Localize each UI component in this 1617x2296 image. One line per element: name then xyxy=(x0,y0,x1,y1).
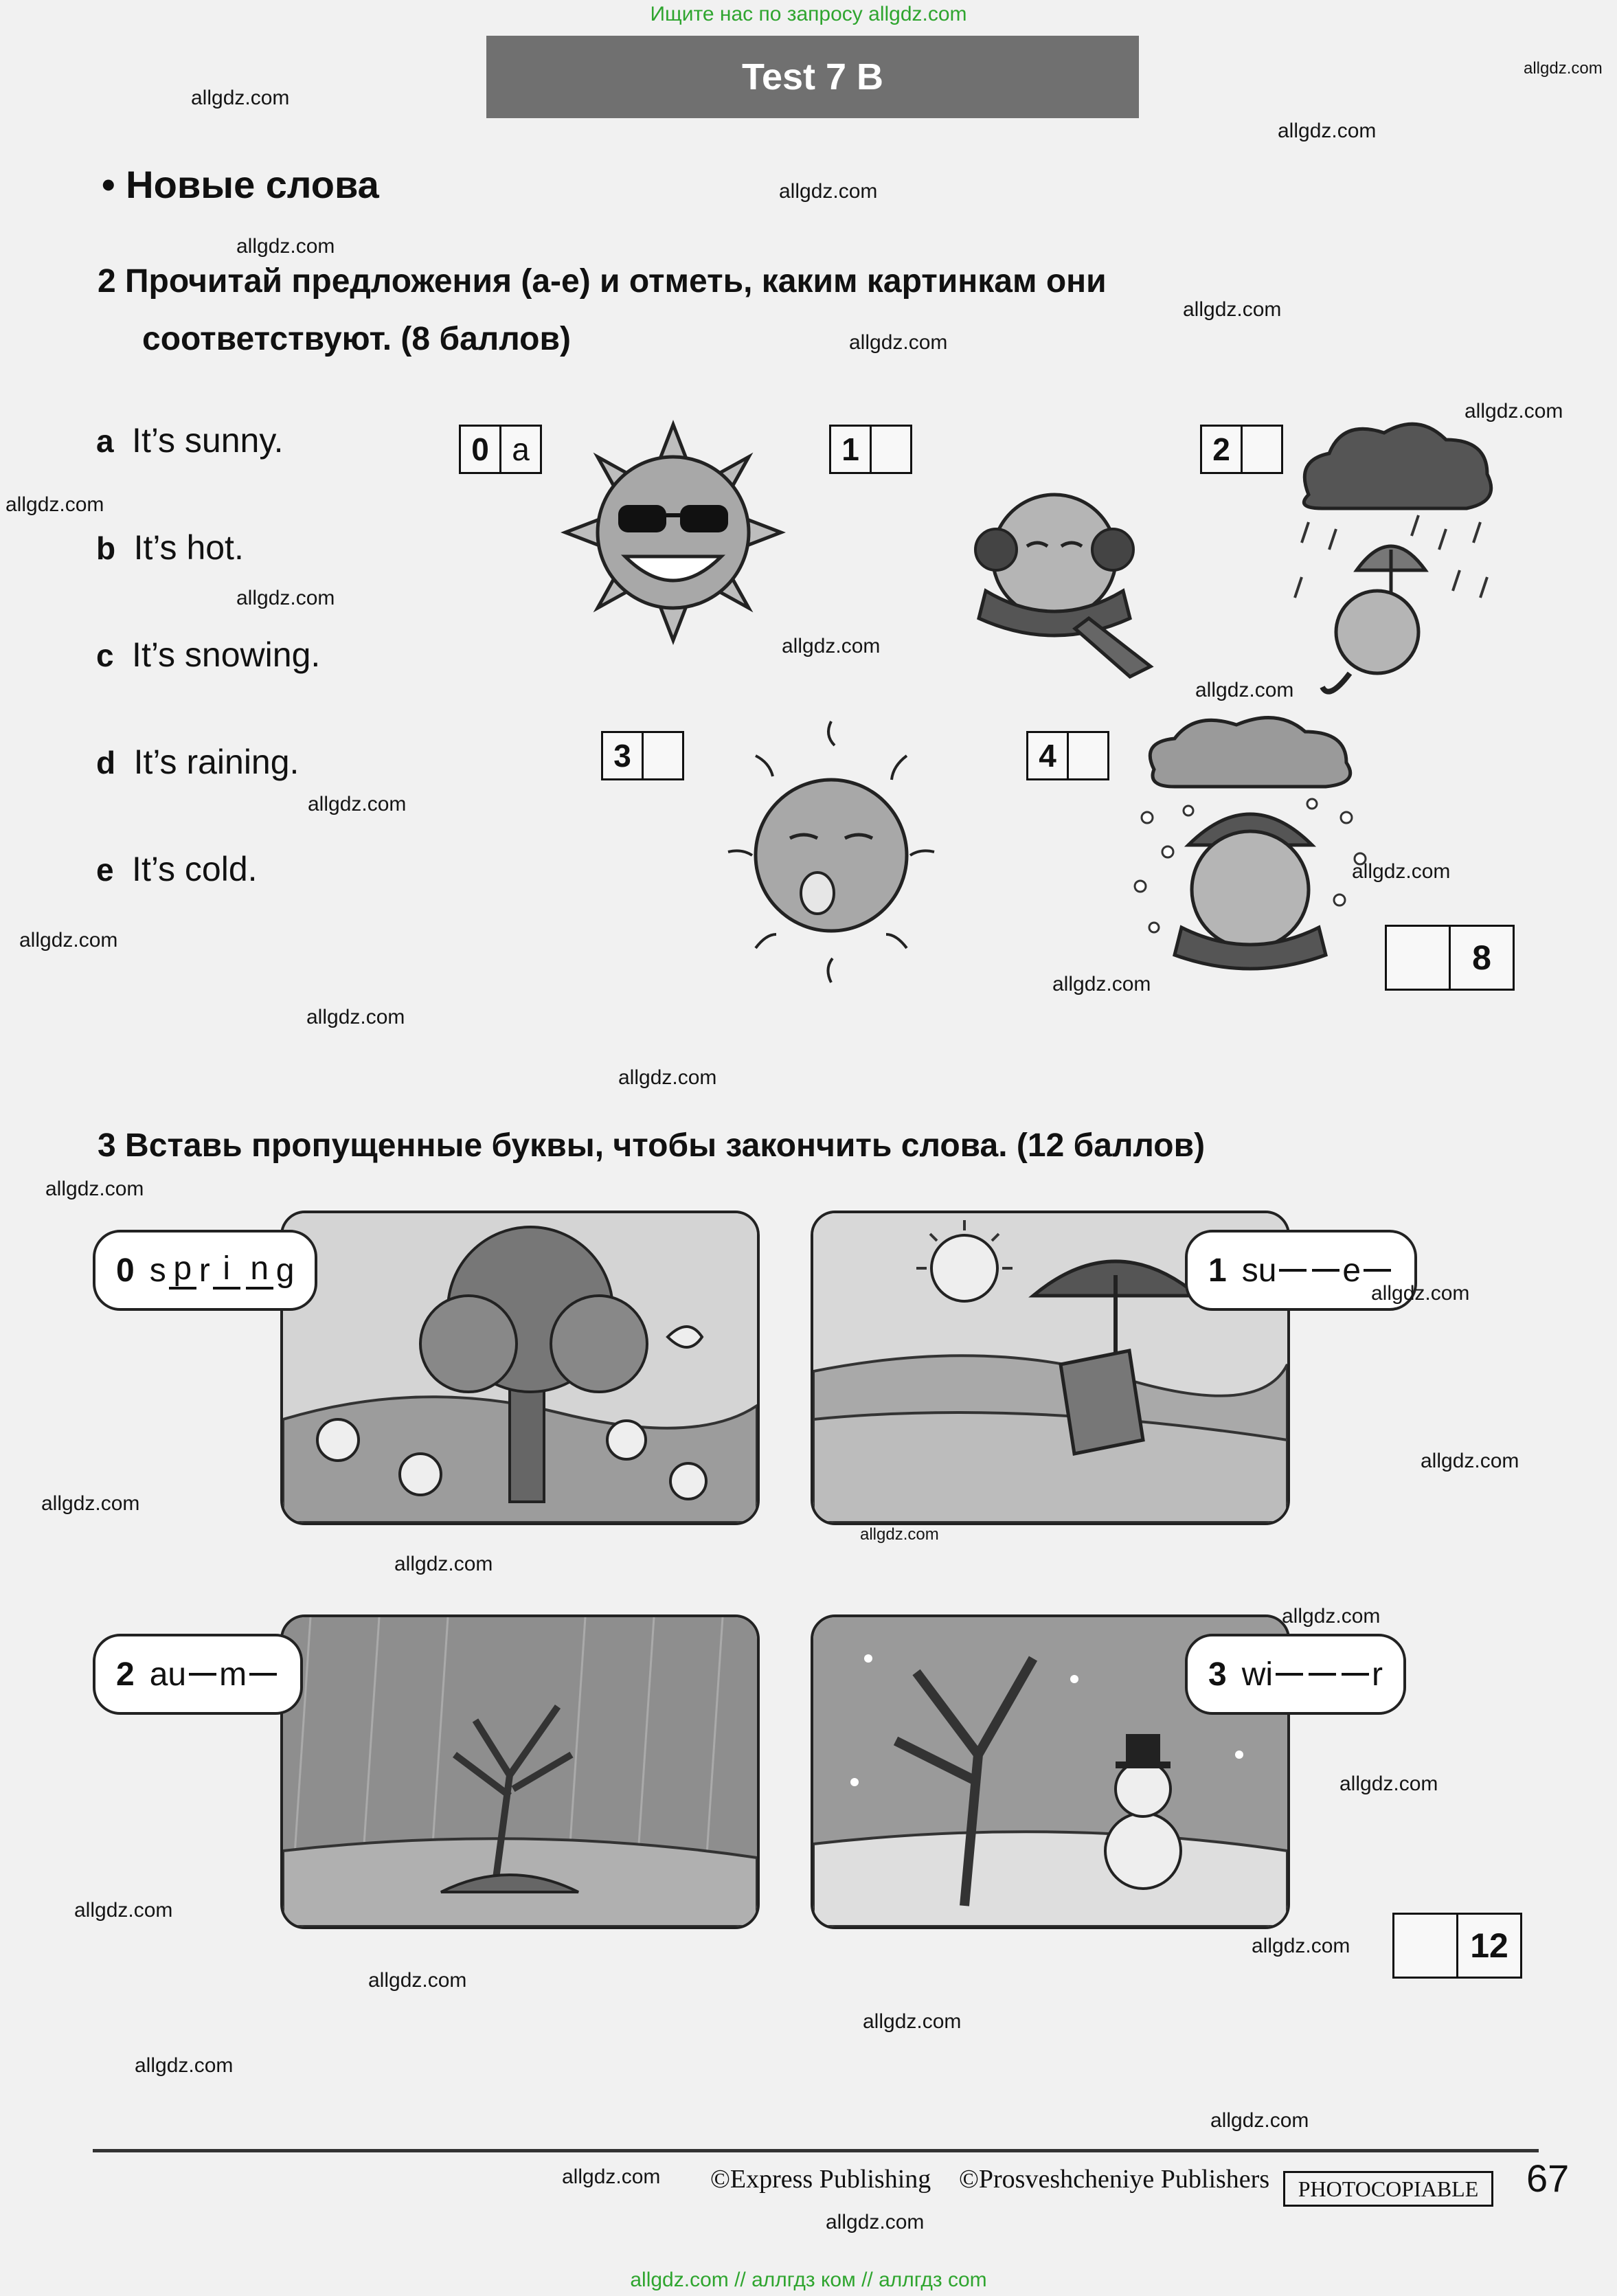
watermark: allgdz.com xyxy=(562,2165,661,2188)
sentence-a xyxy=(96,420,284,460)
answer-box-4 xyxy=(1026,731,1109,780)
answer-box-3 xyxy=(601,731,684,780)
watermark: allgdz.com xyxy=(308,793,407,815)
task3-instruction: 3 Вставь пропущенные буквы, чтобы закончить слова. (12 баллов) xyxy=(98,1127,1206,1164)
top-search-link[interactable]: Ищите нас по запросу allgdz.com xyxy=(650,3,967,25)
task3-score-box xyxy=(1392,1913,1522,1979)
test-title-bar xyxy=(486,36,1139,118)
sentence-text: It’s snowing. xyxy=(132,635,321,674)
task2-instruction-line2: соответствуют. (8 баллов) xyxy=(142,321,571,357)
blank-letter-input[interactable] xyxy=(1342,1673,1369,1676)
cold-scarf-face-illustration xyxy=(958,481,1164,680)
task2-score-box xyxy=(1385,925,1515,991)
watermark: allgdz.com xyxy=(74,1899,173,1922)
blank-letter-input[interactable] xyxy=(1309,1673,1336,1676)
filled-letter: n xyxy=(246,1251,273,1290)
blank-letter-input[interactable] xyxy=(1364,1269,1391,1272)
watermark: allgdz.com xyxy=(849,331,948,354)
watermark: allgdz.com xyxy=(1352,860,1451,883)
word-part: wi xyxy=(1241,1656,1274,1693)
filled-letter: p xyxy=(169,1251,196,1290)
word-part: au xyxy=(149,1656,187,1693)
word-number: 1 xyxy=(1208,1252,1227,1289)
watermark: allgdz.com xyxy=(394,1553,493,1575)
test-title: Test 7 B xyxy=(741,56,884,98)
bottom-links[interactable]: allgdz.com // аллгдз ком // аллгдз com xyxy=(630,2269,987,2291)
word-part: su xyxy=(1241,1252,1277,1289)
answer-box-0 xyxy=(459,425,542,474)
watermark: allgdz.com xyxy=(1183,298,1282,321)
watermark: allgdz.com xyxy=(826,2211,925,2233)
box-answer-input[interactable] xyxy=(644,733,682,778)
word-part: g xyxy=(275,1252,295,1289)
watermark: allgdz.com xyxy=(1371,1282,1470,1305)
sentence-letter: e xyxy=(96,852,114,888)
footer-publisher2: ©Prosveshcheniye Publishers xyxy=(959,2165,1270,2194)
answer-box-1 xyxy=(829,425,912,474)
watermark: allgdz.com xyxy=(191,87,290,109)
word-winter-pill xyxy=(1185,1634,1406,1715)
word-part: m xyxy=(219,1656,247,1693)
box-number: 1 xyxy=(831,427,872,472)
watermark: allgdz.com xyxy=(860,1525,939,1544)
box-answer: a xyxy=(512,431,530,467)
watermark: allgdz.com xyxy=(779,180,878,203)
section-heading: • Новые слова xyxy=(102,163,379,206)
sentence-letter: b xyxy=(96,530,116,566)
score-input[interactable] xyxy=(1394,1915,1458,1977)
sentence-c xyxy=(96,635,320,675)
box-number: 2 xyxy=(1202,427,1243,472)
blank-letter-input[interactable] xyxy=(1312,1269,1339,1272)
watermark: allgdz.com xyxy=(863,2010,962,2033)
word-part: e xyxy=(1342,1252,1361,1289)
sunny-sun-illustration xyxy=(560,419,787,646)
photocopiable-badge: PHOTOCOPIABLE xyxy=(1283,2171,1493,2207)
sentence-text: It’s sunny. xyxy=(132,421,284,460)
box-answer-input[interactable] xyxy=(1069,733,1107,778)
watermark: allgdz.com xyxy=(1465,400,1563,423)
sentence-text: It’s hot. xyxy=(133,528,244,567)
sentence-e xyxy=(96,849,258,889)
watermark: allgdz.com xyxy=(135,2054,234,2077)
spring-picture xyxy=(280,1211,760,1525)
watermark: allgdz.com xyxy=(782,635,881,657)
watermark: allgdz.com xyxy=(45,1178,144,1200)
watermark: allgdz.com xyxy=(306,1006,405,1028)
sentence-letter: d xyxy=(96,745,116,780)
watermark: allgdz.com xyxy=(1524,59,1603,78)
watermark: allgdz.com xyxy=(1278,120,1377,142)
sentence-letter: a xyxy=(96,423,114,459)
filled-letter: i xyxy=(213,1251,240,1290)
word-spring-pill xyxy=(93,1230,317,1311)
watermark: allgdz.com xyxy=(368,1969,467,1992)
footer-publisher1: ©Express Publishing xyxy=(710,2165,931,2194)
watermark: allgdz.com xyxy=(1339,1772,1438,1795)
score-input[interactable] xyxy=(1387,927,1451,989)
watermark: allgdz.com xyxy=(19,929,118,952)
autumn-picture xyxy=(280,1614,760,1929)
hot-sweating-sun-illustration xyxy=(714,714,948,989)
word-part: r xyxy=(1372,1656,1383,1693)
watermark: allgdz.com xyxy=(1282,1605,1381,1628)
blank-letter-input[interactable] xyxy=(189,1673,216,1676)
word-number: 0 xyxy=(116,1252,135,1289)
watermark: allgdz.com xyxy=(1052,973,1151,995)
watermark: allgdz.com xyxy=(1252,1935,1350,1957)
watermark: allgdz.com xyxy=(41,1492,140,1515)
task2-instruction-line1: 2 Прочитай предложения (a-e) и отметь, каким картинкам они xyxy=(98,263,1107,300)
watermark: allgdz.com xyxy=(618,1066,717,1089)
blank-letter-input[interactable] xyxy=(1279,1269,1307,1272)
sentence-text: It’s cold. xyxy=(132,850,258,888)
word-number: 2 xyxy=(116,1656,135,1693)
rain-cloud-umbrella-illustration xyxy=(1281,412,1508,701)
watermark: allgdz.com xyxy=(236,235,335,258)
word-number: 3 xyxy=(1208,1656,1227,1693)
sentence-text: It’s raining. xyxy=(133,743,299,781)
watermark: allgdz.com xyxy=(236,587,335,609)
watermark: allgdz.com xyxy=(1421,1450,1519,1472)
page-number: 67 xyxy=(1526,2157,1570,2200)
word-autumn-pill xyxy=(93,1634,303,1715)
snow-scarf-face-illustration xyxy=(1127,708,1374,982)
box-answer-input[interactable] xyxy=(872,427,910,472)
word-part: r xyxy=(199,1252,210,1289)
sentence-letter: c xyxy=(96,638,114,673)
box-number: 4 xyxy=(1028,733,1069,778)
watermark: allgdz.com xyxy=(1210,2109,1309,2132)
box-answer-input[interactable] xyxy=(1243,427,1281,472)
footer-divider xyxy=(93,2149,1539,2152)
score-max: 8 xyxy=(1472,938,1491,977)
watermark: allgdz.com xyxy=(5,493,104,516)
sentence-d xyxy=(96,742,299,782)
score-max: 12 xyxy=(1470,1926,1508,1965)
sentence-b xyxy=(96,528,244,567)
watermark: allgdz.com xyxy=(1195,679,1294,701)
blank-letter-input[interactable] xyxy=(1276,1673,1303,1676)
box-number: 3 xyxy=(603,733,644,778)
blank-letter-input[interactable] xyxy=(249,1673,277,1676)
word-part: s xyxy=(149,1252,166,1289)
answer-box-2 xyxy=(1200,425,1283,474)
box-number: 0 xyxy=(461,427,501,472)
